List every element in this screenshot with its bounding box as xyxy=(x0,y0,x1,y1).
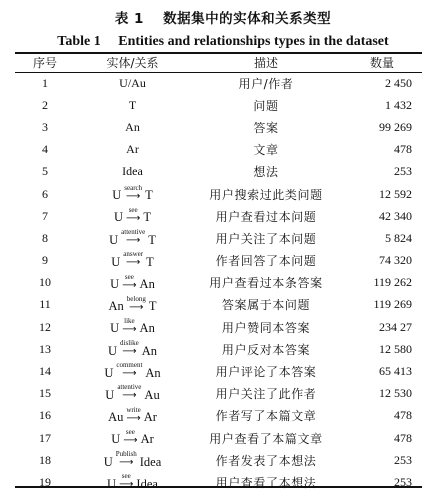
table-row xyxy=(15,183,422,205)
relation-expression xyxy=(109,296,157,313)
table-row xyxy=(15,471,422,493)
row-description: 用户查看过本问题 xyxy=(215,209,317,224)
row-count: 253 xyxy=(394,164,412,179)
relation-source: U xyxy=(109,232,119,247)
relation-expression xyxy=(114,207,151,224)
relation-source: U xyxy=(104,365,114,380)
relation-cell xyxy=(75,316,190,338)
relation-label: like xyxy=(124,316,135,325)
row-number: 1 xyxy=(42,75,48,90)
table-caption-en: Table 1 Entities and relationships types in the dataset xyxy=(57,34,389,49)
relation-expression xyxy=(104,362,160,379)
row-number: 3 xyxy=(42,119,48,134)
table-row xyxy=(15,94,422,116)
relation-expression xyxy=(105,384,159,401)
arrow-right-icon: ⟶ xyxy=(122,323,137,335)
relation-expression xyxy=(112,185,153,202)
relation-target: T xyxy=(146,254,154,269)
entity-name: Idea xyxy=(122,164,143,179)
relation-arrow xyxy=(120,340,139,356)
row-description: 用户关注了本问题 xyxy=(215,231,317,246)
row-count: 74 320 xyxy=(379,253,412,268)
relation-source: Au xyxy=(108,410,124,425)
relation-source: U xyxy=(105,387,115,402)
relation-source: U xyxy=(112,188,122,203)
relation-target: T xyxy=(143,210,151,225)
relation-cell xyxy=(75,183,190,205)
relation-target: Idea xyxy=(139,454,162,469)
relation-expression xyxy=(108,407,157,424)
relation-label: belong xyxy=(126,294,146,303)
relation-label: answer xyxy=(123,250,144,259)
row-number: 19 xyxy=(39,474,51,489)
relation-arrow xyxy=(116,451,137,467)
row-description: 作者发表了本想法 xyxy=(215,453,317,468)
relation-source: U xyxy=(107,476,117,491)
row-count: 5 824 xyxy=(385,230,412,245)
row-description: 答案 xyxy=(253,120,279,135)
row-number: 7 xyxy=(42,208,48,223)
arrow-right-icon: ⟶ xyxy=(122,390,137,402)
table-row xyxy=(15,316,422,338)
row-count: 119 262 xyxy=(373,275,412,290)
relation-source: U xyxy=(103,454,113,469)
arrow-right-icon: ⟶ xyxy=(119,479,134,491)
relation-source: U xyxy=(113,210,124,225)
table-row xyxy=(15,250,422,272)
relation-cell xyxy=(75,338,190,360)
arrow-right-icon: ⟶ xyxy=(122,368,137,380)
row-number: 16 xyxy=(39,408,51,423)
row-count: 234 27 xyxy=(379,319,412,334)
relation-expression xyxy=(108,340,157,357)
table-row xyxy=(15,72,422,94)
arrow-right-icon: ⟶ xyxy=(126,257,141,269)
relation-cell xyxy=(75,405,190,427)
relation-expression xyxy=(110,318,155,335)
relation-label: see xyxy=(124,272,134,281)
row-number: 5 xyxy=(42,164,48,179)
relation-target: Idea xyxy=(136,476,158,491)
header-entity-relation: 实体/关系 xyxy=(106,56,159,70)
arrow-right-icon: ⟶ xyxy=(126,212,141,224)
relation-arrow xyxy=(117,384,141,400)
row-description: 问题 xyxy=(253,98,279,113)
header-count: 数量 xyxy=(369,56,394,70)
relation-source: U xyxy=(111,254,121,269)
relation-cell xyxy=(75,471,190,493)
row-description: 用户查看了本篇文章 xyxy=(209,431,323,446)
relation-label: write xyxy=(126,405,141,414)
relation-label: see xyxy=(125,427,135,436)
relation-cell xyxy=(75,227,190,249)
relation-arrow xyxy=(126,407,140,423)
relation-expression xyxy=(107,473,158,490)
relation-source: U xyxy=(111,432,121,447)
relation-cell xyxy=(75,250,190,272)
table-row xyxy=(15,405,422,427)
relation-target: T xyxy=(145,188,153,203)
row-count: 253 xyxy=(394,452,412,467)
relation-label: see xyxy=(121,472,131,481)
table-row xyxy=(15,294,422,316)
relation-cell xyxy=(75,383,190,405)
table-body xyxy=(15,72,422,494)
row-number: 13 xyxy=(39,341,51,356)
relation-target: Ar xyxy=(140,432,154,447)
relation-label: Publish xyxy=(115,450,137,459)
entity-name: An xyxy=(125,119,140,134)
row-description: 作者写了本篇文章 xyxy=(215,409,317,424)
row-count: 119 269 xyxy=(373,297,412,312)
row-description: 用户关注了此作者 xyxy=(215,387,317,402)
relation-source: U xyxy=(110,321,120,336)
row-number: 12 xyxy=(39,319,51,334)
row-count: 2 450 xyxy=(385,75,412,90)
row-count: 12 530 xyxy=(379,386,412,401)
row-description: 用户赞同本答案 xyxy=(221,320,311,335)
row-description: 作者回答了本问题 xyxy=(215,254,317,269)
row-description: 用户查看过本条答案 xyxy=(209,276,323,291)
table-row xyxy=(15,338,422,360)
entity-name: U/Au xyxy=(119,75,146,90)
entities-relations-table xyxy=(15,53,422,494)
row-description: 用户反对本答案 xyxy=(221,342,311,357)
arrow-right-icon: ⟶ xyxy=(123,434,138,446)
row-description: 想法 xyxy=(253,165,279,180)
relation-expression xyxy=(109,229,156,246)
relation-arrow xyxy=(126,207,140,223)
relation-expression xyxy=(110,274,155,291)
row-description: 答案属于本问题 xyxy=(221,298,311,313)
arrow-right-icon: ⟶ xyxy=(126,235,141,247)
row-number: 17 xyxy=(39,430,51,445)
table-row xyxy=(15,227,422,249)
row-description: 用户搜索过此类问题 xyxy=(209,187,323,202)
arrow-right-icon: ⟶ xyxy=(122,279,137,291)
relation-arrow xyxy=(122,274,136,290)
header-no: 序号 xyxy=(32,56,57,70)
row-number: 14 xyxy=(39,364,51,379)
relation-cell xyxy=(75,427,190,449)
arrow-right-icon: ⟶ xyxy=(119,457,134,469)
table-header-row xyxy=(15,53,422,72)
relation-expression xyxy=(104,451,162,468)
relation-label: dislike xyxy=(120,339,139,348)
table-row xyxy=(15,272,422,294)
relation-arrow xyxy=(121,229,145,245)
relation-target: T xyxy=(148,232,156,247)
row-count: 478 xyxy=(394,430,412,445)
row-number: 4 xyxy=(42,142,48,157)
row-number: 10 xyxy=(39,275,51,290)
relation-target: An xyxy=(141,343,157,358)
table-row xyxy=(15,449,422,471)
row-number: 6 xyxy=(42,186,48,201)
relation-target: An xyxy=(139,321,155,336)
row-number: 2 xyxy=(42,97,48,112)
table-row xyxy=(15,139,422,161)
relation-arrow xyxy=(124,185,142,201)
row-count: 65 413 xyxy=(379,364,412,379)
entity-name: Ar xyxy=(126,142,139,157)
row-count: 42 340 xyxy=(379,208,412,223)
relation-label: search xyxy=(124,183,143,192)
arrow-right-icon: ⟶ xyxy=(126,412,141,424)
table-row xyxy=(15,360,422,382)
row-number: 11 xyxy=(39,297,51,312)
relation-expression xyxy=(111,429,154,446)
row-count: 12 580 xyxy=(379,341,412,356)
relation-cell xyxy=(75,205,190,227)
relation-target: An xyxy=(139,277,155,292)
row-number: 8 xyxy=(42,230,48,245)
relation-cell xyxy=(75,360,190,382)
relation-arrow xyxy=(116,362,142,378)
row-number: 15 xyxy=(39,386,51,401)
relation-source: U xyxy=(110,277,120,292)
relation-target: T xyxy=(148,299,157,314)
relation-arrow xyxy=(123,251,143,267)
table-caption-cn: 表 1 数据集中的实体和关系类型 xyxy=(114,11,332,27)
row-count: 99 269 xyxy=(379,119,412,134)
header-description: 描述 xyxy=(253,56,278,70)
row-count: 478 xyxy=(394,408,412,423)
arrow-right-icon: ⟶ xyxy=(126,190,141,202)
row-number: 9 xyxy=(42,253,48,268)
table-row xyxy=(15,205,422,227)
relation-label: attentive xyxy=(117,383,142,392)
row-description: 文章 xyxy=(253,143,279,158)
entity-name: T xyxy=(128,97,137,112)
relation-label: attentive xyxy=(121,228,146,237)
relation-source: U xyxy=(108,343,118,358)
relation-expression xyxy=(111,251,154,268)
row-count: 478 xyxy=(394,142,412,157)
table-header xyxy=(15,53,422,72)
row-description: 用户/作者 xyxy=(238,76,294,91)
row-number: 18 xyxy=(39,452,51,467)
relation-label: see xyxy=(128,205,138,214)
relation-cell xyxy=(75,294,190,316)
arrow-right-icon: ⟶ xyxy=(122,346,137,358)
table-row xyxy=(15,427,422,449)
row-description: 用户查看了本想法 xyxy=(215,475,317,490)
relation-target: An xyxy=(145,365,161,380)
relation-label: comment xyxy=(116,361,143,370)
relation-arrow xyxy=(123,429,137,445)
table-row xyxy=(15,116,422,138)
table-row xyxy=(15,161,422,183)
row-count: 253 xyxy=(394,474,412,489)
arrow-right-icon: ⟶ xyxy=(129,301,144,313)
row-description: 用户评论了本答案 xyxy=(215,365,317,380)
row-count: 1 432 xyxy=(385,97,412,112)
relation-cell xyxy=(75,449,190,471)
relation-cell xyxy=(75,272,190,294)
relation-target: Au xyxy=(144,387,160,402)
relation-arrow xyxy=(127,296,146,312)
relation-source: An xyxy=(108,299,124,314)
table-row xyxy=(15,383,422,405)
relation-arrow xyxy=(119,473,133,489)
row-count: 12 592 xyxy=(379,186,412,201)
relation-target: Ar xyxy=(143,410,157,425)
relation-arrow xyxy=(122,318,136,334)
